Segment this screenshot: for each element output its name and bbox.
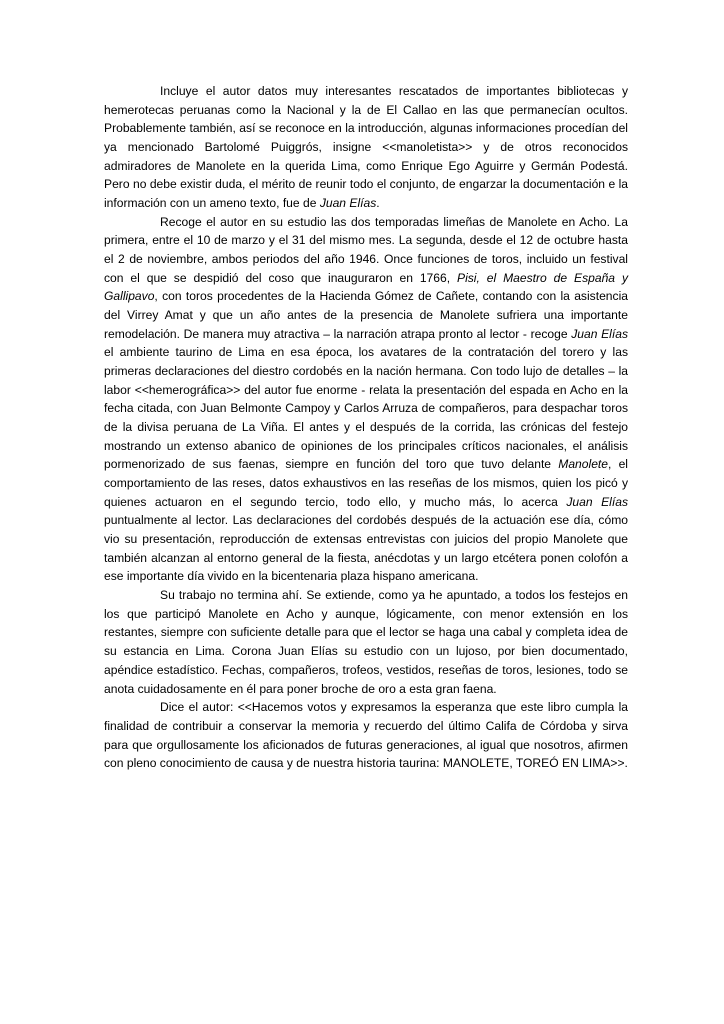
italic-run: Juan Elías: [571, 326, 628, 341]
document-body: [104, 82, 628, 773]
paragraph: Recoge el autor en su estudio las dos temporadas limeñas de Manolete en Acho. La primera, entre el 10 de marzo y el 31 del mismo mes. La segunda, desde el 12 de octubre hasta el 2 de noviembre, ambos periodos del año 1946. Once funciones de toros, incluido un festival con el que se despidió del coso que inauguraron en 1766, Pisi, el Maestro de España y Gallipavo, con toros procedentes de la Hacienda Gómez de Cañete, contando con la asistencia del Virrey Amat y que un año antes de la presencia de Manolete sufriera una importante remodelación. De manera muy atractiva – la narración atrapa pronto al lector - recoge Juan Elías el ambiente taurino de Lima en esa época, los avatares de la contratación del torero y las primeras declaraciones del diestro cordobés en la nación hermana. Con todo lujo de detalles – la labor <<hemerográfica>> del autor fue enorme - relata la presentación del espada en Acho en la fecha citada, con Juan Belmonte Campoy y Carlos Arruza de compañeros, para despachar toros de la divisa peruana de La Viña. El antes y el después de la corrida, las crónicas del festejo mostrando un extenso abanico de opiniones de los principales críticos nacionales, el análisis pormenorizado de sus faenas, siempre en función del toro que tuvo delante Manolete, el comportamiento de las reses, datos exhaustivos en las reseñas de los mismos, quien los picó y quienes actuaron en el segundo tercio, todo ello, y mucho más, lo acerca Juan Elías puntualmente al lector. Las declaraciones del cordobés después de la actuación ese día, cómo vio su presentación, reproducción de extensas entrevistas con juicios del propio Manolete que también alcanzan al entorno general de la fiesta, anécdotas y un largo etcétera ponen colofón a ese importante día vivido en la bicentenaria plaza hispano americana.: [104, 214, 628, 584]
italic-run: Manolete: [558, 457, 609, 472]
italic-run: Pisi, el Maestro de España y Gallipavo: [104, 270, 628, 304]
paragraph: Incluye el autor datos muy interesantes rescatados de importantes bibliotecas y hemerotecas peruanas como la Nacional y la de El Callao en las que permanecían ocultos. Probablemente también, así se reconoce en la introducción, algunas informaciones procedían del ya mencionado Bartolomé Puiggrós, insigne <<manoletista>> y de otros reconocidos admiradores de Manolete en la querida Lima, como Enrique Ego Aguirre y Germán Podestá. Pero no debe existir duda, el mérito de reunir todo el conjunto, de engarzar la documentación e la información con un ameno texto, fue de Juan Elías.: [104, 84, 628, 211]
italic-run: Juan Elías: [319, 196, 377, 211]
paragraph: Dice el autor: <<Hacemos votos y expresamos la esperanza que este libro cumpla la finalidad de contribuir a conservar la memoria y recuerdo del último Califa de Córdoba y sirva para que orgullosamente los aficionados de futuras generaciones, al igual que nosotros, afirmen con pleno conocimiento de causa y de nuestra historia taurina: MANOLETE, TOREÓ EN LIMA>>.: [104, 700, 628, 771]
paragraph: Su trabajo no termina ahí. Se extiende, como ya he apuntado, a todos los festejos en los que participó Manolete en Acho y aunque, lógicamente, con menor extensión en los restantes, siempre con suficiente detalle para que el lector se haga una cabal y completa idea de su estancia en Lima. Corona Juan Elías su estudio con un lujoso, por bien documentado, apéndice estadístico. Fechas, compañeros, trofeos, vestidos, reseñas de toros, lesiones, todo se anota cuidadosamente en él para poner broche de oro a esta gran faena.: [104, 588, 628, 696]
italic-run: Juan Elías: [566, 494, 628, 509]
